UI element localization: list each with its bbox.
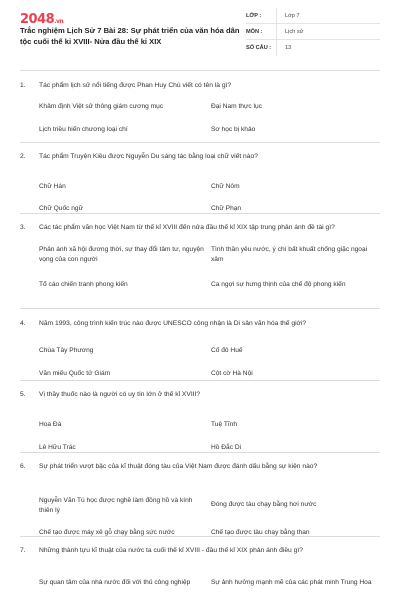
- question-number: 4.: [20, 320, 26, 327]
- divider: [20, 142, 380, 143]
- question-3: [20, 223, 380, 288]
- question-7: [20, 546, 380, 586]
- question-number: 7.: [20, 547, 26, 554]
- answer-option[interactable]: Hồ Đắc Di: [211, 444, 242, 451]
- meta-row-subject: [246, 24, 380, 40]
- answer-option[interactable]: Chế tạo được tàu chạy bằng than: [211, 529, 310, 536]
- answer-option[interactable]: Chữ Phạn: [211, 205, 242, 212]
- question-text: Những thành tựu kĩ thuật của nước ta cuối thế kỉ XVIII - đầu thế kỉ XIX phản ánh điều gì?: [39, 547, 303, 554]
- page-title: Trắc nghiệm Lịch Sử 7 Bài 28: Sự phát triển của văn hóa dân tộc cuối thế kỉ XVIII- Nửa đầu thế kỉ XIX: [20, 26, 240, 46]
- question-number: 5.: [20, 391, 26, 398]
- question-text: Tác phẩm Truyện Kiều được Nguyễn Du sáng tác bằng loại chữ viết nào?: [39, 153, 258, 160]
- answer-option[interactable]: Chế tạo được máy xẻ gỗ chạy bằng sức nước: [39, 529, 175, 536]
- meta-row-class: [246, 8, 380, 24]
- answer-option[interactable]: Chữ Nôm: [211, 183, 240, 190]
- divider: [20, 380, 380, 381]
- meta-key: MÔN :: [246, 28, 263, 35]
- question-text: Vị thầy thuốc nào là người có uy tín lớn ở thế kỉ XVIII?: [39, 391, 201, 398]
- question-text: Năm 1993, công trình kiến trúc nào được UNESCO công nhận là Di sản văn hóa thế giới?: [39, 320, 307, 327]
- answer-option[interactable]: Hoa Đà: [39, 421, 62, 428]
- question-text: Các tác phẩm văn học Việt Nam từ thế kỉ XVIII đến nửa đầu thế kỉ XIX tập trung phản ánh đề tài gì?: [39, 224, 335, 231]
- meta-value: 13: [276, 40, 291, 56]
- answer-option[interactable]: Chùa Tây Phương: [39, 347, 94, 354]
- answer-option[interactable]: Sự quan tâm của nhà nước đối với thủ công nghiệp: [39, 579, 191, 586]
- meta-row-count: [246, 40, 380, 56]
- divider: [20, 536, 380, 537]
- page-header: [0, 0, 400, 64]
- meta-key: SỐ CÂU :: [246, 45, 272, 51]
- divider: [20, 308, 380, 309]
- question-number: 6.: [20, 463, 26, 470]
- question-4: [20, 319, 380, 377]
- answer-option[interactable]: Phản ánh xã hội đương thời, sự thay đổi tâm tư, nguyện vọng của con người: [39, 246, 204, 263]
- answer-option[interactable]: Chữ Hán: [39, 183, 66, 190]
- answer-option[interactable]: Cột cờ Hà Nội: [211, 370, 253, 377]
- answer-option[interactable]: Lê Hữu Trác: [39, 444, 76, 451]
- answer-option[interactable]: Đóng được tàu chạy bằng hơi nước: [211, 501, 317, 508]
- divider: [20, 452, 380, 453]
- answer-option[interactable]: Khâm định Việt sử thông giám cương mục: [39, 103, 164, 110]
- divider: [20, 213, 380, 214]
- answer-option[interactable]: Ca ngợi sự hưng thịnh của chế độ phong kiến: [211, 281, 346, 288]
- answer-option[interactable]: Đại Nam thực lục: [211, 103, 262, 110]
- question-number: 3.: [20, 224, 26, 231]
- answer-option[interactable]: Cố đô Huế: [211, 347, 243, 354]
- divider: [20, 70, 380, 71]
- meta-value: Lịch sử: [276, 24, 303, 39]
- meta-key: LỚP :: [246, 12, 262, 19]
- answer-option[interactable]: Lịch triều hiến chương loại chí: [39, 126, 128, 133]
- site-logo[interactable]: 2048.vn: [20, 12, 64, 27]
- answer-option[interactable]: Tình thần yêu nước, ý chí bất khuất chống giặc ngoại xâm: [211, 246, 368, 263]
- answer-option[interactable]: Sự ảnh hưởng mạnh mẽ của các phát minh Trung Hoa: [211, 579, 372, 586]
- question-5: [20, 390, 380, 451]
- question-1: [20, 81, 380, 133]
- answer-option[interactable]: Nguyễn Văn Tú học được nghề làm đồng hồ và kính thiên lý: [39, 497, 193, 514]
- question-2: [20, 152, 380, 212]
- question-number: 2.: [20, 153, 26, 160]
- answer-option[interactable]: Tố cáo chiến tranh phong kiến: [39, 281, 128, 288]
- meta-value: Lớp 7: [276, 8, 300, 23]
- answer-option[interactable]: Văn miếu Quốc tử Giám: [39, 370, 111, 377]
- question-text: Sự phát triển vượt bậc của kĩ thuật đóng tàu của Việt Nam được đánh dấu bằng sự kiện nào?: [39, 463, 318, 470]
- question-6: [20, 462, 380, 536]
- question-text: Tác phẩm lịch sử nổi tiếng được Phan Huy Chú viết có tên là gì?: [39, 82, 232, 89]
- answer-option[interactable]: Sơ học bị khảo: [211, 126, 256, 133]
- answer-option[interactable]: Chữ Quốc ngữ: [39, 205, 84, 212]
- question-number: 1.: [20, 82, 26, 89]
- answer-option[interactable]: Tuệ Tĩnh: [211, 421, 238, 428]
- meta-table: [246, 8, 380, 56]
